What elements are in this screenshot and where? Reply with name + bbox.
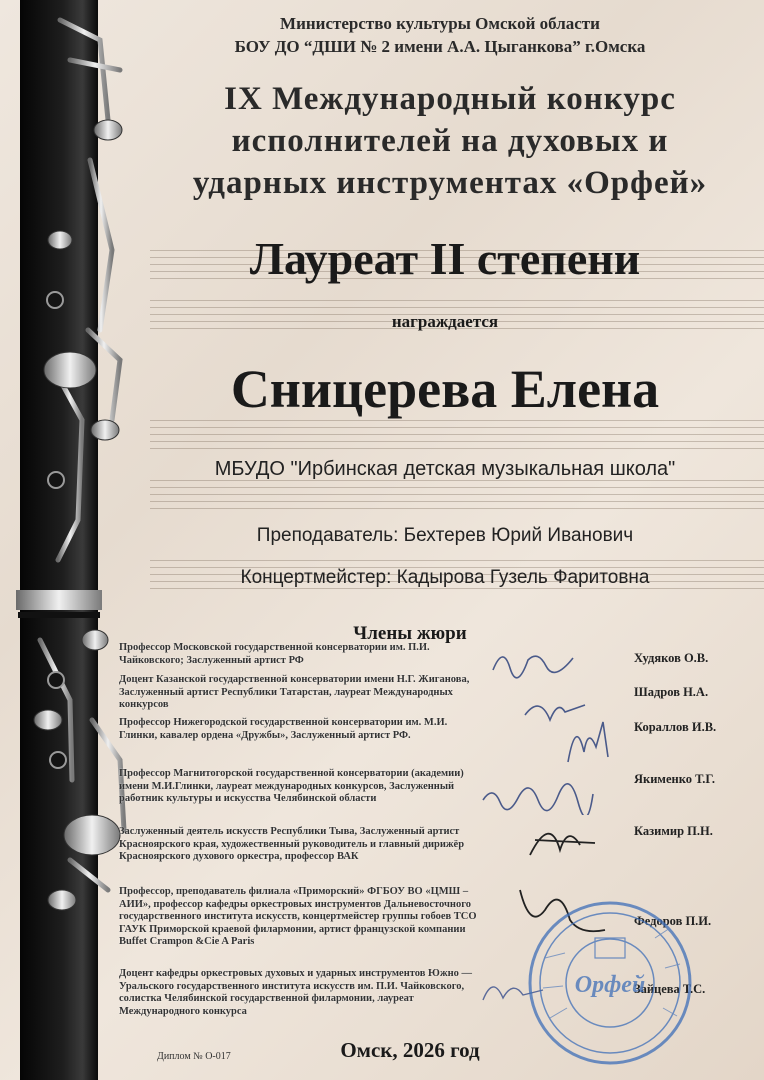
contest-title-line: IX Международный конкурс [224, 81, 676, 117]
jury-member-name: Казимир П.Н. [634, 824, 713, 838]
recipient-name: Сницерева Елена [230, 359, 660, 419]
jury-member-desc: Профессор Нижегородской государственной консерватории им. М.И. Глинки, кавалер ордена «Дружбы», Заслуженный артист РФ. [119, 717, 448, 741]
music-staff [150, 480, 764, 510]
accompanist: Концертмейстер: Кадырова Гузель Фаритовна [240, 567, 650, 588]
school-name: БОУ ДО “ДШИ № 2 имени А.А. Цыганкова” г.Омска [234, 37, 646, 56]
contest-title [150, 78, 750, 204]
jury-member-desc: Доцент Казанской государственной консерватории имени Н.Г. Жиганова, Заслуженный артист Республики Татарстан, лауреат Международных конкурсов [119, 674, 470, 710]
jury-member-name: Кораллов И.В. [634, 720, 717, 734]
ministry-name: Министерство культуры Омской области [280, 14, 600, 33]
jury-member-desc: Профессор Магнитогорской государственной консерватории (академии) имени М.И.Глинки, лауреат международных конкурсов, Заслуженный работник культуры и искусства Челябинской области [119, 768, 464, 804]
diploma-number: Диплом № О-017 [157, 1051, 231, 1062]
signature [478, 780, 598, 815]
jury-member-name: Федоров П.И. [634, 914, 712, 928]
contest-title-line: исполнителей на духовых и [231, 123, 669, 159]
institution: МБУДО "Ирбинская детская музыкальная школа" [214, 458, 676, 480]
contest-title-line: ударных инструментах «Орфей» [192, 165, 708, 201]
jury-member-name: Шадров Н.А. [634, 685, 709, 699]
teacher: Преподаватель: Бехтерев Юрий Иванович [256, 525, 634, 546]
stamp-text: Орфей [574, 972, 646, 998]
music-staff [150, 420, 764, 450]
place-year: Омск, 2026 год [340, 1038, 480, 1062]
jury-member-name: Зайцева Т.С. [634, 982, 706, 996]
signature [558, 712, 618, 772]
jury-member-desc: Профессор, преподаватель филиала «Приморский» ФГБОУ ВО «ЦМШ – АИИ», профессор кафедры оркестровых инструментов Дальневосточного государственного института искусств, концертмейстер группы гобоев ТСО ГАУК Приморской краевой филармонии, артист французской компании Buffet Crampon &Cie A Paris [119, 886, 477, 947]
jury-member-name: Якименко Т.Г. [634, 772, 715, 786]
award-degree: Лауреат II степени [249, 233, 641, 284]
jury-member-desc: Доцент кафедры оркестровых духовых и ударных инструментов Южно — Уральского государственного института искусств им. П.И. Чайковского, солистка Челябинской государственной филармонии, лауреат Международного конкурса [119, 968, 473, 1017]
awarded-label: награждается [391, 312, 499, 331]
jury-member-name: Худяков О.В. [634, 651, 709, 665]
jury-member-desc: Профессор Московской государственной консерватории им. П.И. Чайковского; Заслуженный артист РФ [119, 642, 430, 666]
signature [488, 640, 578, 680]
jury-title: Члены жюри [353, 623, 467, 644]
stamp-seal [525, 898, 695, 1068]
jury-member-desc: Заслуженный деятель искусств Республики Тыва, Заслуженный артист Красноярского края, художественный руководитель и главный дирижёр Красноярского духового оркестра, профессор ВАК [119, 826, 465, 862]
signature [520, 815, 600, 865]
